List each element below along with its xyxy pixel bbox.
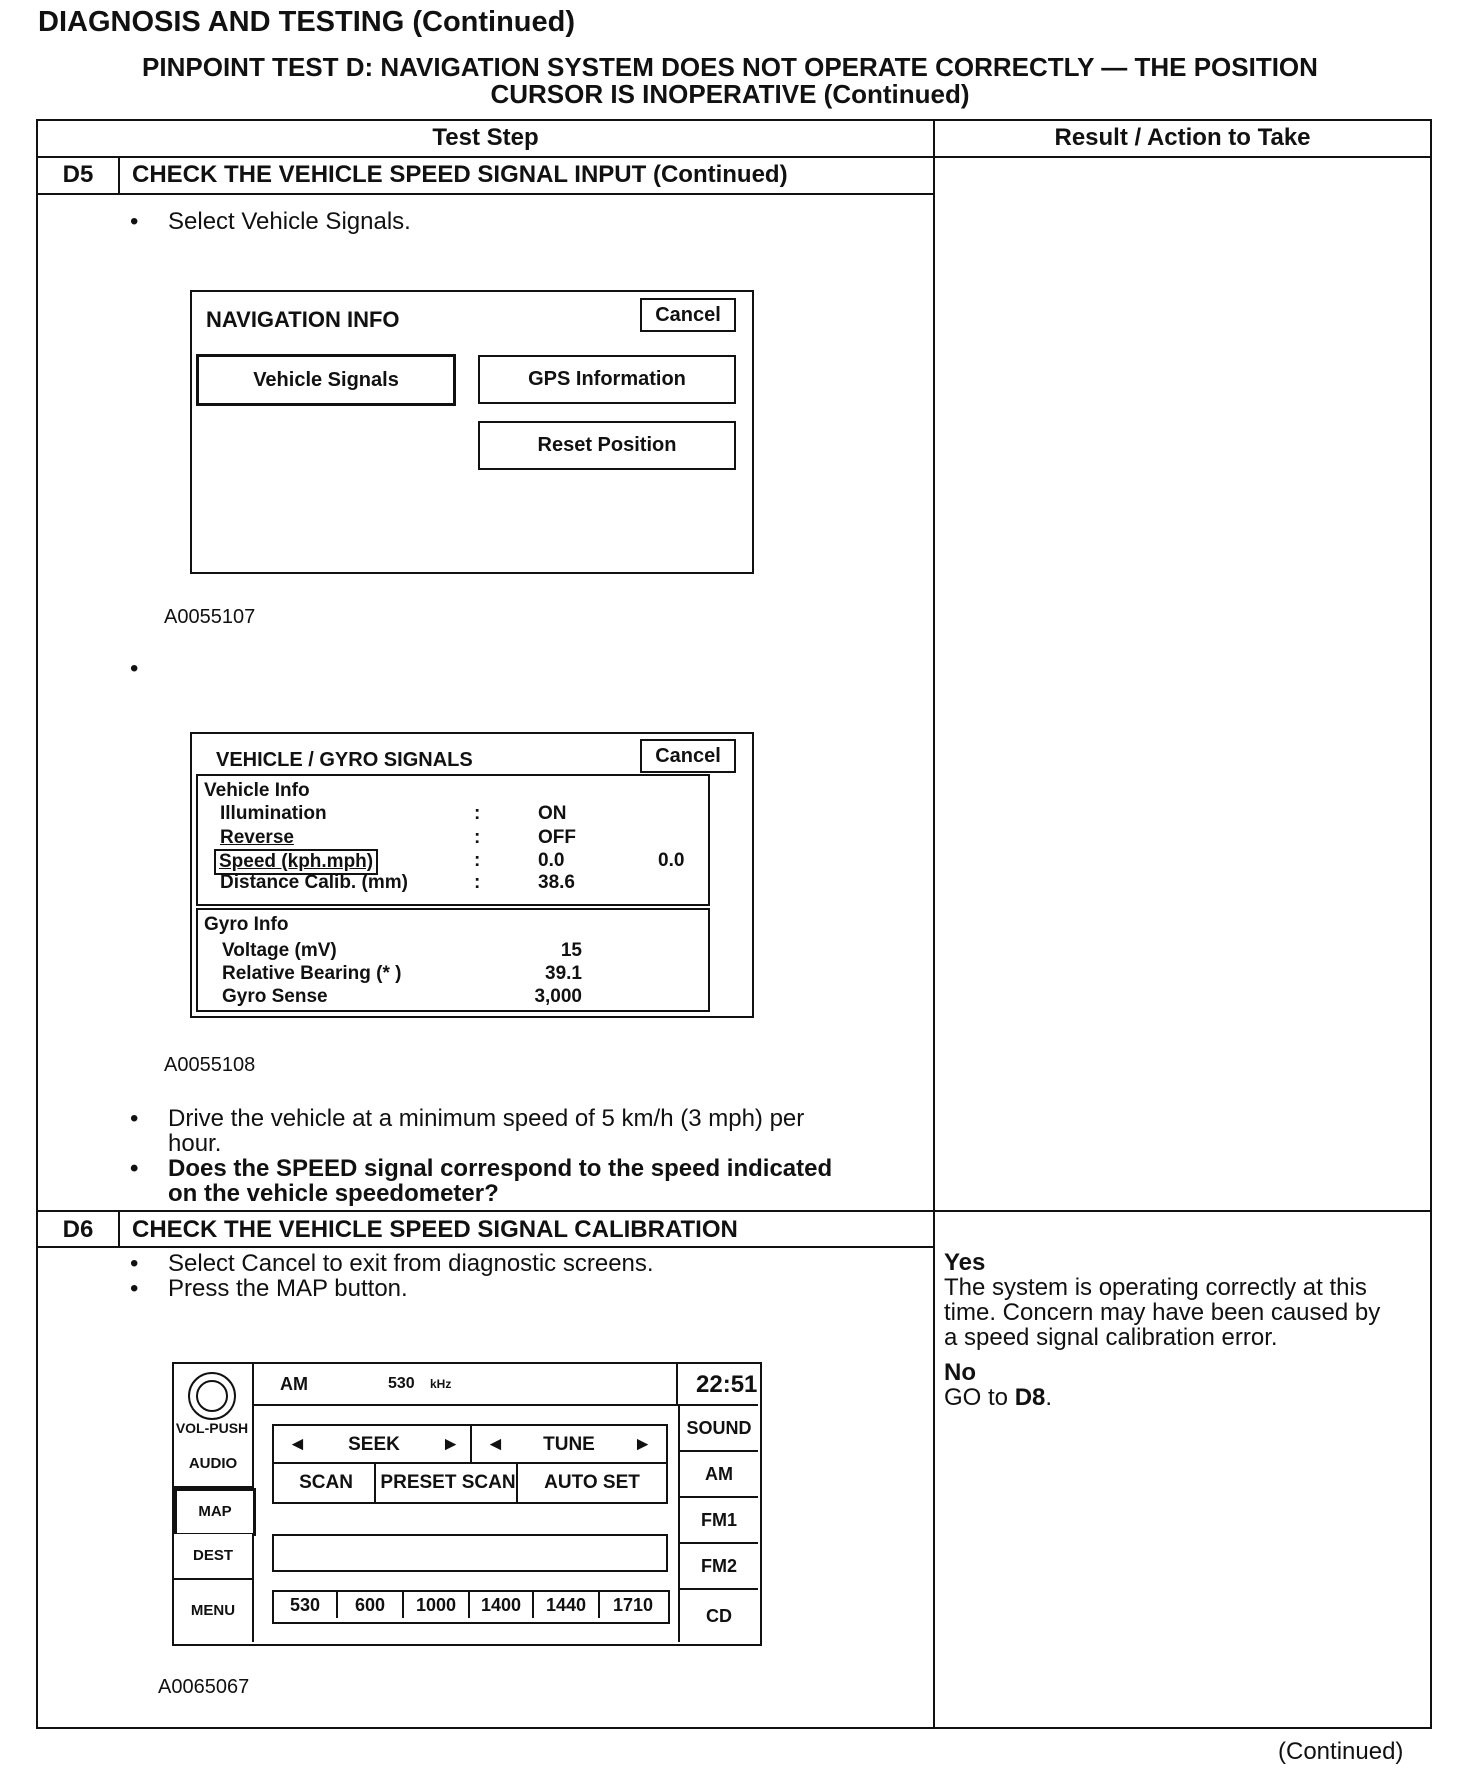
result-yes-label: Yes <box>944 1249 986 1276</box>
tune-back-icon[interactable]: ◄ <box>486 1434 505 1455</box>
col-header-result: Result / Action to Take <box>1054 124 1311 151</box>
result-no-text: GO to D8. <box>944 1384 1053 1411</box>
cd-button[interactable]: CD <box>678 1590 758 1642</box>
relative-bearing-value: 39.1 <box>545 963 582 984</box>
auto-set-button[interactable]: AUTO SET <box>516 1462 668 1504</box>
bullet-press-map: • Press the MAP button. <box>130 1275 408 1302</box>
distance-calib-value: 38.6 <box>538 872 575 893</box>
navigation-info-screen <box>190 290 754 574</box>
scan-button[interactable]: SCAN <box>272 1462 380 1504</box>
audio-button[interactable]: AUDIO <box>174 1442 254 1488</box>
seek-label: SEEK <box>348 1434 400 1455</box>
step-title-d5: CHECK THE VEHICLE SPEED SIGNAL INPUT (Continued) <box>132 161 788 188</box>
nav-info-title: NAVIGATION INFO <box>206 307 400 332</box>
sound-button[interactable]: SOUND <box>678 1406 758 1452</box>
vehicle-info-label: Vehicle Info <box>204 780 310 801</box>
clock-time: 22:51 <box>696 1371 758 1398</box>
separator: : <box>474 872 481 893</box>
bullet-empty: • <box>130 655 139 682</box>
preset-6[interactable]: 1710 <box>600 1592 666 1618</box>
bullet-drive-vehicle: • Drive the vehicle at a minimum speed of 5 km/h (3 mph) per hour. <box>130 1105 805 1157</box>
bullet-speed-question: • Does the SPEED signal correspond to the speed indicated on the vehicle speedometer? <box>130 1155 833 1207</box>
gyro-info-label: Gyro Info <box>204 914 289 935</box>
vol-push-label: VOL-PUSH <box>175 1420 249 1436</box>
preset-5[interactable]: 1440 <box>534 1592 600 1618</box>
volume-knob-area[interactable] <box>174 1364 254 1444</box>
gyro-sense-label: Gyro Sense <box>222 986 328 1007</box>
figure-id-3: A0065067 <box>158 1676 250 1698</box>
preset-bar <box>272 1590 670 1624</box>
seek-control[interactable] <box>272 1424 476 1466</box>
gyro-screen-title: VEHICLE / GYRO SIGNALS <box>216 749 473 771</box>
fm2-button[interactable]: FM2 <box>678 1544 758 1590</box>
band-label: AM <box>280 1374 308 1394</box>
preset-1[interactable]: 530 <box>274 1592 338 1618</box>
result-d6 <box>944 1250 1424 1410</box>
seek-back-icon[interactable]: ◄ <box>288 1434 307 1455</box>
radio-head-unit <box>172 1362 762 1646</box>
continued-footer: (Continued) <box>1278 1738 1404 1765</box>
fm1-button[interactable]: FM1 <box>678 1498 758 1544</box>
radio-status-bar <box>254 1364 676 1406</box>
preset-4[interactable]: 1400 <box>470 1592 534 1618</box>
speed-value-kph: 0.0 <box>538 850 565 871</box>
subtitle-line1: PINPOINT TEST D: NAVIGATION SYSTEM DOES NOT OPERATE CORRECTLY — THE POSITION <box>142 52 1318 82</box>
result-yes-text3: a speed signal calibration error. <box>944 1324 1278 1351</box>
voltage-value: 15 <box>560 940 582 961</box>
cancel-button-2[interactable]: Cancel <box>640 739 736 773</box>
vehicle-signals-button[interactable]: Vehicle Signals <box>196 354 456 406</box>
tune-forward-icon[interactable]: ► <box>633 1434 652 1455</box>
distance-calib-label: Distance Calib. (mm) <box>220 872 408 893</box>
reverse-value: OFF <box>538 827 576 848</box>
result-no-label: No <box>944 1359 976 1386</box>
figure-id-2: A0055108 <box>164 1054 256 1076</box>
tune-control[interactable] <box>470 1424 668 1466</box>
cancel-button[interactable]: Cancel <box>640 298 736 332</box>
step-id-d6: D6 <box>62 1216 94 1243</box>
pinpoint-test-title <box>60 54 1400 108</box>
voltage-label: Voltage (mV) <box>222 940 337 961</box>
separator: : <box>474 827 481 848</box>
gyro-info-box <box>196 908 710 1012</box>
separator: : <box>474 803 481 824</box>
am-button[interactable]: AM <box>678 1452 758 1498</box>
volume-knob-inner <box>196 1380 228 1412</box>
speed-value-mph: 0.0 <box>658 850 685 871</box>
menu-button[interactable]: MENU <box>174 1580 254 1642</box>
reset-position-button[interactable]: Reset Position <box>478 421 736 470</box>
bullet-select-vehicle-signals: • Select Vehicle Signals. <box>130 208 411 235</box>
preset-scan-button[interactable]: PRESET SCAN <box>374 1462 522 1504</box>
reverse-label: Reverse <box>220 827 294 848</box>
d8-link[interactable]: D8 <box>1014 1384 1046 1411</box>
preset-3[interactable]: 1000 <box>404 1592 470 1618</box>
col-header-test-step: Test Step <box>432 124 539 151</box>
relative-bearing-label: Relative Bearing (* ) <box>222 963 402 984</box>
separator: : <box>474 850 481 871</box>
preset-2[interactable]: 600 <box>338 1592 404 1618</box>
step-id-d5: D5 <box>62 161 94 188</box>
frequency-unit: kHz <box>430 1377 452 1391</box>
figure-id-1: A0055107 <box>164 606 256 628</box>
vehicle-info-box <box>196 774 710 906</box>
page-title: DIAGNOSIS AND TESTING (Continued) <box>38 6 576 38</box>
illumination-value: ON <box>538 803 567 824</box>
step-title-d6: CHECK THE VEHICLE SPEED SIGNAL CALIBRATION <box>132 1216 738 1243</box>
map-button[interactable]: MAP <box>174 1488 256 1536</box>
dest-button[interactable]: DEST <box>174 1534 254 1580</box>
radio-text-display <box>272 1534 668 1572</box>
gyro-sense-value: 3,000 <box>534 986 582 1007</box>
subtitle-line2: CURSOR IS INOPERATIVE (Continued) <box>490 79 970 109</box>
result-yes-text1: The system is operating correctly at this <box>944 1274 1367 1301</box>
frequency-value: 530 <box>388 1375 415 1392</box>
speed-label: Speed (kph.mph) <box>214 849 378 875</box>
illumination-label: Illumination <box>220 803 327 824</box>
vehicle-gyro-signals-screen <box>190 732 754 1018</box>
clock-box <box>676 1364 758 1406</box>
tune-label: TUNE <box>543 1434 595 1455</box>
seek-forward-icon[interactable]: ► <box>441 1434 460 1455</box>
bullet-select-cancel: • Select Cancel to exit from diagnostic screens. <box>130 1250 654 1277</box>
gps-information-button[interactable]: GPS Information <box>478 355 736 404</box>
result-yes-text2: time. Concern may have been caused by <box>944 1299 1381 1326</box>
